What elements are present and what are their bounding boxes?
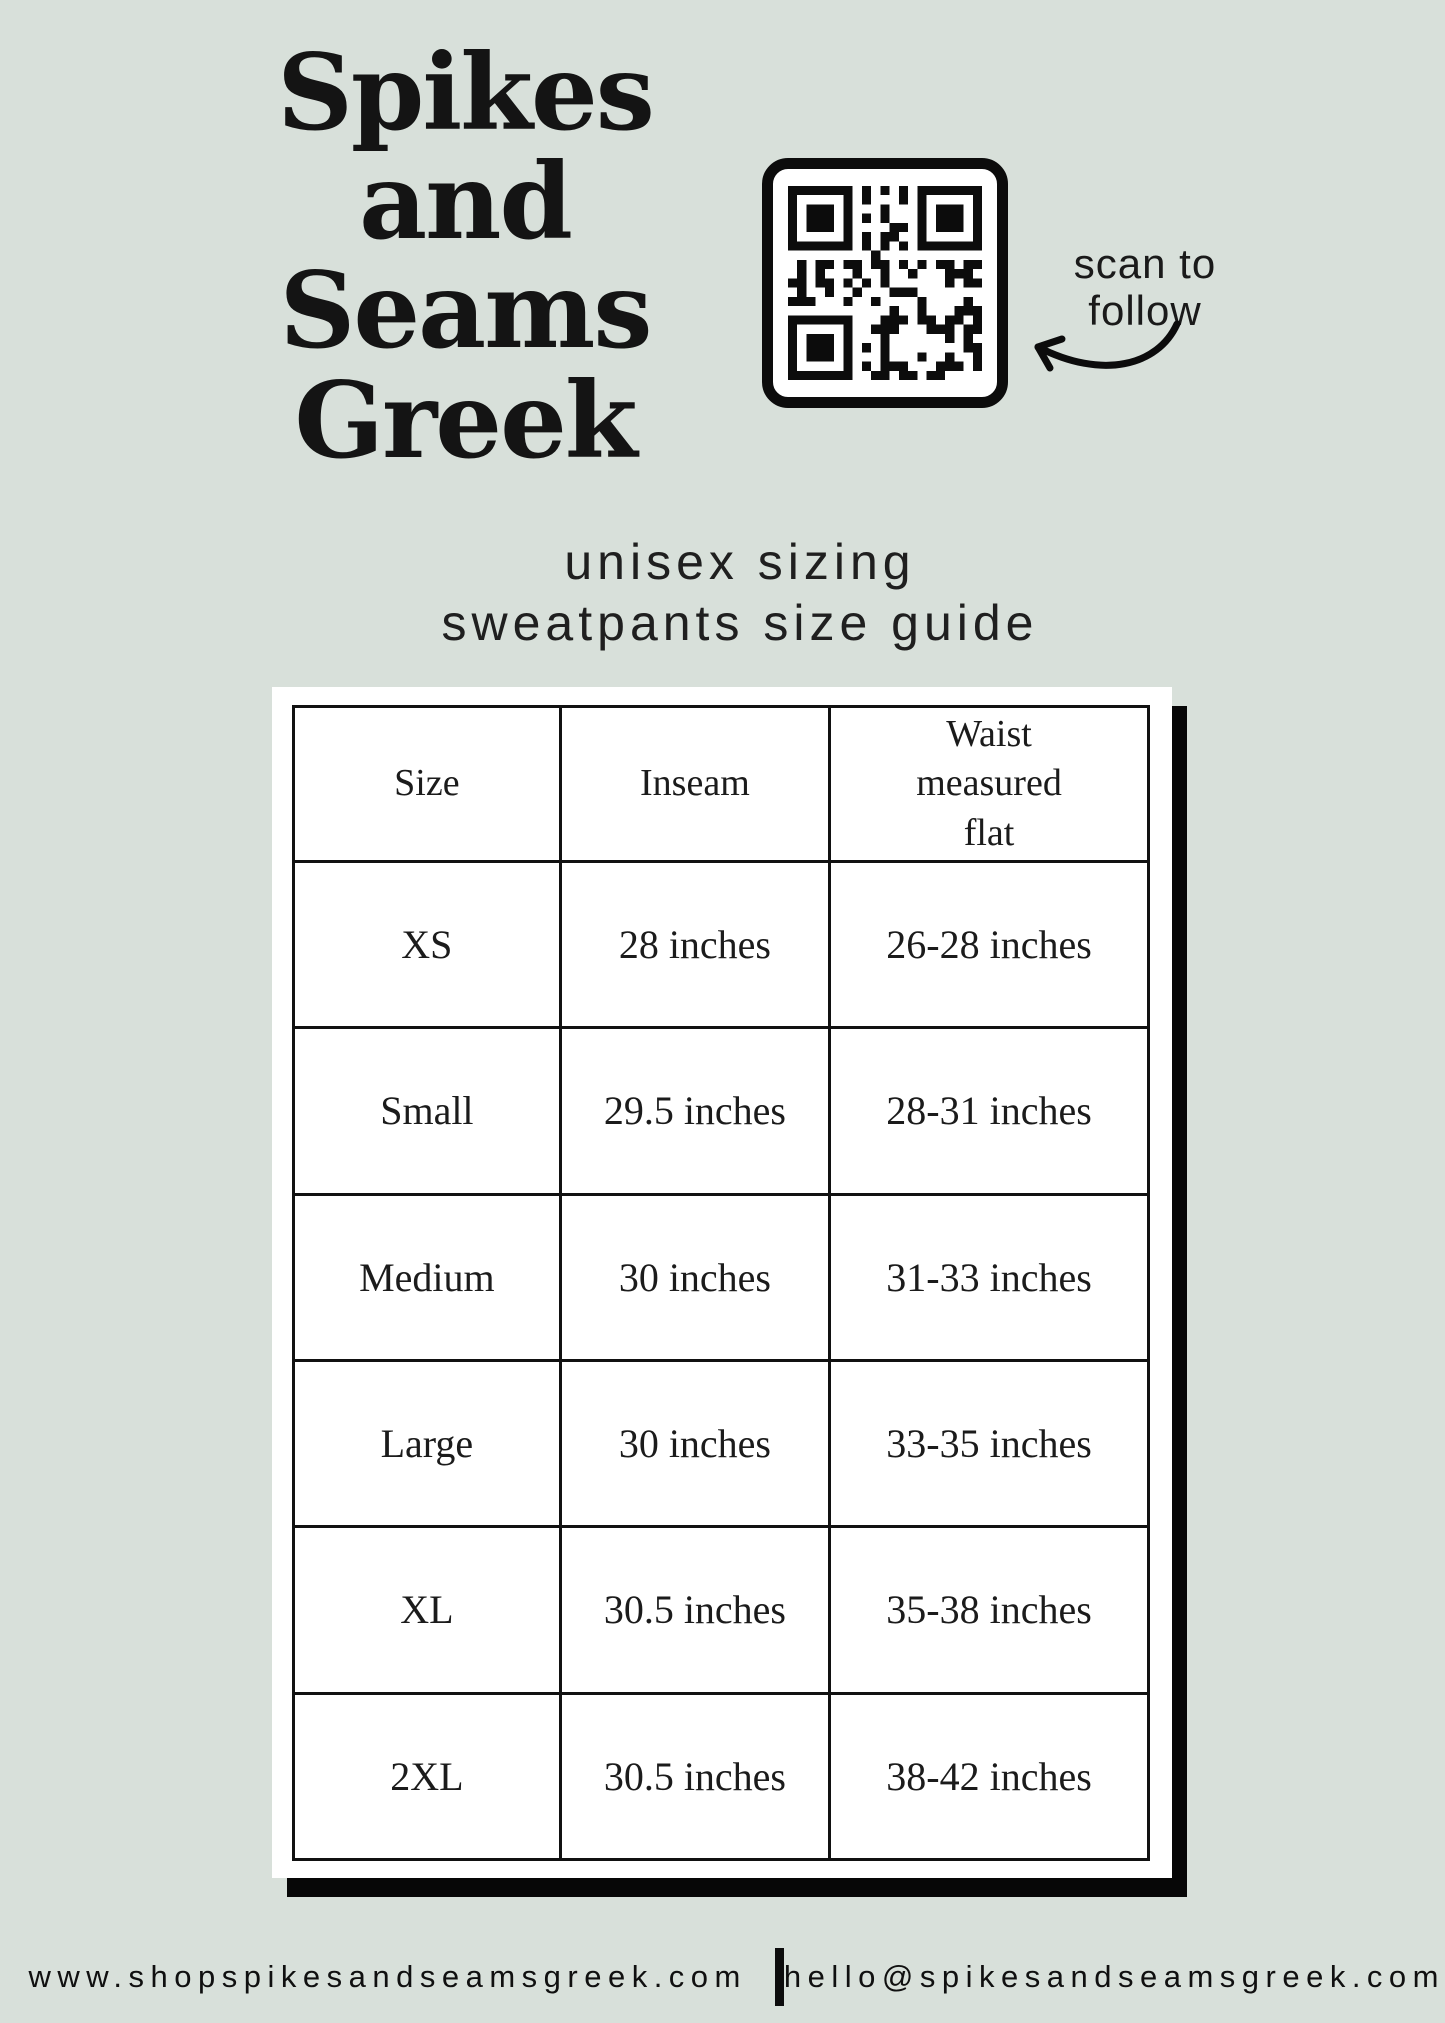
footer-divider — [775, 1948, 784, 2006]
cell-inseam: 30 inches — [560, 1194, 829, 1360]
caption-line: scan to — [1073, 240, 1217, 287]
cell-inseam: 29.5 inches — [560, 1028, 829, 1194]
cell-waist: 33-35 inches — [830, 1360, 1149, 1526]
cell-inseam: 30 inches — [560, 1360, 829, 1526]
brand-logo — [190, 30, 740, 482]
cell-waist: 26-28 inches — [830, 862, 1149, 1028]
table-header-row — [294, 707, 1149, 862]
cell-size: Medium — [294, 1194, 561, 1360]
cell-waist: 35-38 inches — [830, 1527, 1149, 1693]
page-title — [35, 532, 1445, 654]
qr-code-icon — [762, 158, 1008, 408]
col-header-inseam: Inseam — [560, 707, 829, 862]
curved-arrow-icon — [1022, 318, 1187, 384]
logo-line: Greek — [294, 357, 636, 482]
size-table-card — [272, 687, 1172, 1878]
col-header-size: Size — [294, 707, 561, 862]
table-row — [294, 1693, 1149, 1859]
table-row — [294, 1360, 1149, 1526]
cell-size: 2XL — [294, 1693, 561, 1859]
title-line-2: sweatpants size guide — [441, 595, 1039, 651]
cell-size: Large — [294, 1360, 561, 1526]
cell-inseam: 30.5 inches — [560, 1693, 829, 1859]
cell-waist: 31-33 inches — [830, 1194, 1149, 1360]
cell-size: XS — [294, 862, 561, 1028]
cell-inseam: 28 inches — [560, 862, 829, 1028]
logo-line: and — [359, 139, 571, 264]
logo-line: Seams — [279, 248, 651, 373]
logo-line: Spikes — [277, 30, 653, 154]
table-row — [294, 1028, 1149, 1194]
caption-line: follow — [1088, 287, 1202, 335]
cell-size: Small — [294, 1028, 561, 1194]
footer-email: hello@spikesandseamsgreek.com — [783, 1958, 1445, 1994]
cell-size: XL — [294, 1527, 561, 1693]
table-row — [294, 1527, 1149, 1693]
qr-code-pattern — [788, 184, 982, 382]
table-row — [294, 1194, 1149, 1360]
table-row — [294, 862, 1149, 1028]
cell-waist: 38-42 inches — [830, 1693, 1149, 1859]
footer-website: www.shopspikesandseamsgreek.com — [28, 1958, 747, 1994]
cell-waist: 28-31 inches — [830, 1028, 1149, 1194]
col-header-waist: Waist measured flat — [830, 707, 1149, 862]
cell-inseam: 30.5 inches — [560, 1527, 829, 1693]
size-table — [292, 705, 1150, 1861]
title-line-1: unisex sizing — [564, 534, 916, 590]
footer — [0, 1930, 1445, 2023]
